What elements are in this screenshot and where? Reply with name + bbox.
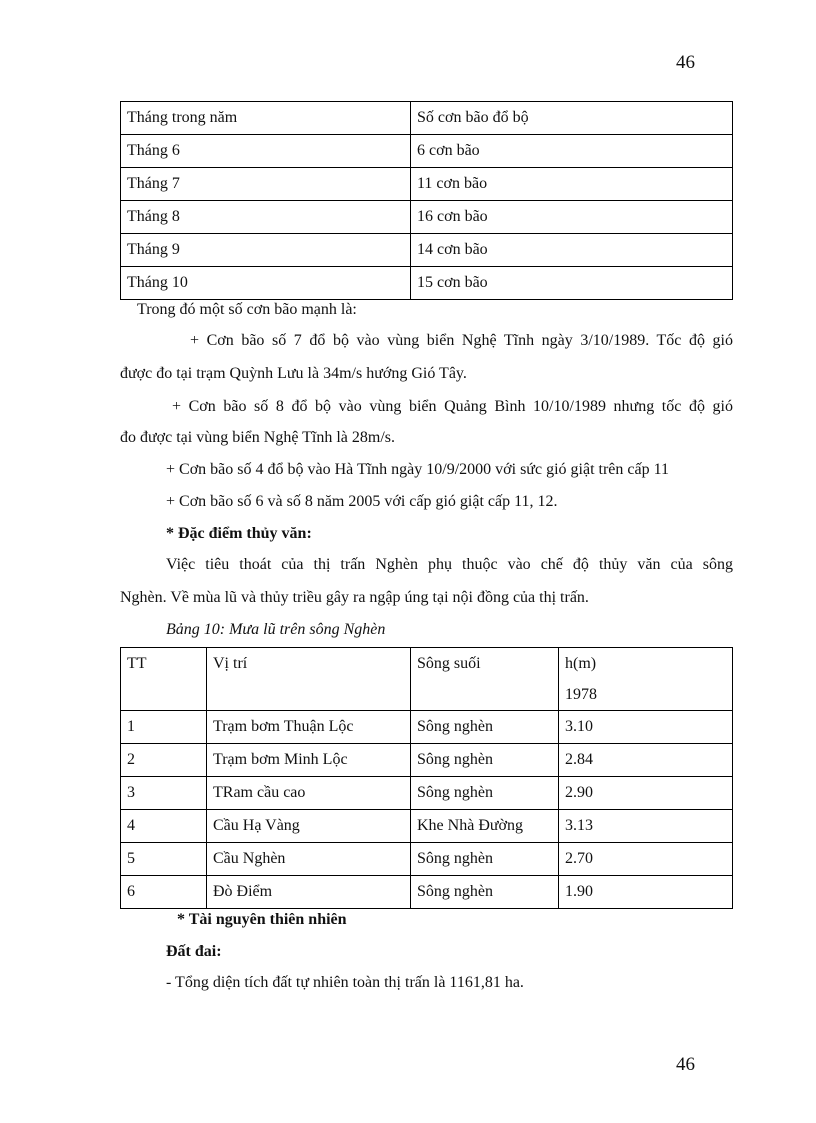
table-row [121,711,733,744]
table-header-cell: TT [121,648,207,711]
page-number-bottom: 46 [676,1054,695,1075]
storm7-line1: + Cơn bão số 7 đổ bộ vào vùng biển Nghệ Tĩnh ngày 3/10/1989. Tốc độ gió [190,332,733,349]
table-row [121,135,733,168]
storm-count-cell: 15 cơn bão [411,267,733,300]
table-header-cell: Sông suối [411,648,559,711]
height-cell: 2.90 [559,777,733,810]
storm-count-cell: 16 cơn bão [411,201,733,234]
location-cell: Trạm bơm Thuận Lộc [207,711,411,744]
table-header-row [121,102,733,135]
river-cell: Khe Nhà Đường [411,810,559,843]
month-cell: Tháng 9 [121,234,411,267]
table-row [121,168,733,201]
table-header-cell: Số cơn bão đổ bộ [411,102,733,135]
table10-caption: Bảng 10: Mưa lũ trên sông Nghèn [166,621,386,638]
table-header-cell: Vị trí [207,648,411,711]
storm7-line2: được đo tại trạm Quỳnh Lưu là 34m/s hướng Gió Tây. [120,365,467,382]
tt-cell: 4 [121,810,207,843]
location-cell: Trạm bơm Minh Lộc [207,744,411,777]
river-cell: Sông nghèn [411,843,559,876]
month-cell: Tháng 7 [121,168,411,201]
table-row [121,744,733,777]
location-cell: Cầu Hạ Vàng [207,810,411,843]
table-row [121,777,733,810]
storm8-line1: + Cơn bão số 8 đổ bộ vào vùng biển Quảng Bình 10/10/1989 nhưng tốc độ gió [172,398,733,415]
river-cell: Sông nghèn [411,777,559,810]
land-area-line: - Tổng diện tích đất tự nhiên toàn thị trấn là 1161,81 ha. [166,974,524,991]
height-cell: 3.10 [559,711,733,744]
table-row [121,876,733,909]
river-cell: Sông nghèn [411,876,559,909]
table-header-cell: Tháng trong năm [121,102,411,135]
location-cell: TRam cầu cao [207,777,411,810]
tt-cell: 5 [121,843,207,876]
location-cell: Đò Điểm [207,876,411,909]
storm-count-table [120,101,733,300]
table-row [121,201,733,234]
resources-heading: * Tài nguyên thiên nhiên [177,911,347,928]
location-cell: Cầu Nghèn [207,843,411,876]
month-cell: Tháng 6 [121,135,411,168]
storm4-line: + Cơn bão số 4 đổ bộ vào Hà Tĩnh ngày 10/9/2000 với sức gió giật trên cấp 11 [166,461,669,478]
page-number-top: 46 [676,52,695,73]
height-cell: 2.84 [559,744,733,777]
table-row [121,234,733,267]
storm6-8-line: + Cơn bão số 6 và số 8 năm 2005 với cấp gió giật cấp 11, 12. [166,493,558,510]
intro-paragraph: Trong đó một số cơn bão mạnh là: [137,301,357,318]
river-cell: Sông nghèn [411,711,559,744]
height-cell: 2.70 [559,843,733,876]
height-cell: 1.90 [559,876,733,909]
tt-cell: 1 [121,711,207,744]
storm8-line2: đo được tại vùng biển Nghệ Tĩnh là 28m/s. [120,429,396,446]
table-header-cell [559,648,733,711]
month-cell: Tháng 8 [121,201,411,234]
tt-cell: 6 [121,876,207,909]
flood-table [120,647,733,909]
hydro-line2: Nghèn. Về mùa lũ và thủy triều gây ra ngập úng tại nội đồng của thị trấn. [120,589,589,606]
tt-cell: 2 [121,744,207,777]
table-row [121,267,733,300]
month-cell: Tháng 10 [121,267,411,300]
tt-cell: 3 [121,777,207,810]
river-cell: Sông nghèn [411,744,559,777]
hydro-heading: * Đặc điểm thủy văn: [166,525,312,542]
storm-count-cell: 6 cơn bão [411,135,733,168]
h-unit-label: h(m) [565,655,597,672]
table-header-row [121,648,733,711]
land-heading: Đất đai: [166,943,222,960]
storm-count-cell: 11 cơn bão [411,168,733,201]
table-row [121,810,733,843]
storm-count-cell: 14 cơn bão [411,234,733,267]
table-row [121,843,733,876]
h-year-label: 1978 [565,686,597,703]
hydro-line1: Việc tiêu thoát của thị trấn Nghèn phụ thuộc vào chế độ thủy văn của sông [166,556,733,573]
height-cell: 3.13 [559,810,733,843]
